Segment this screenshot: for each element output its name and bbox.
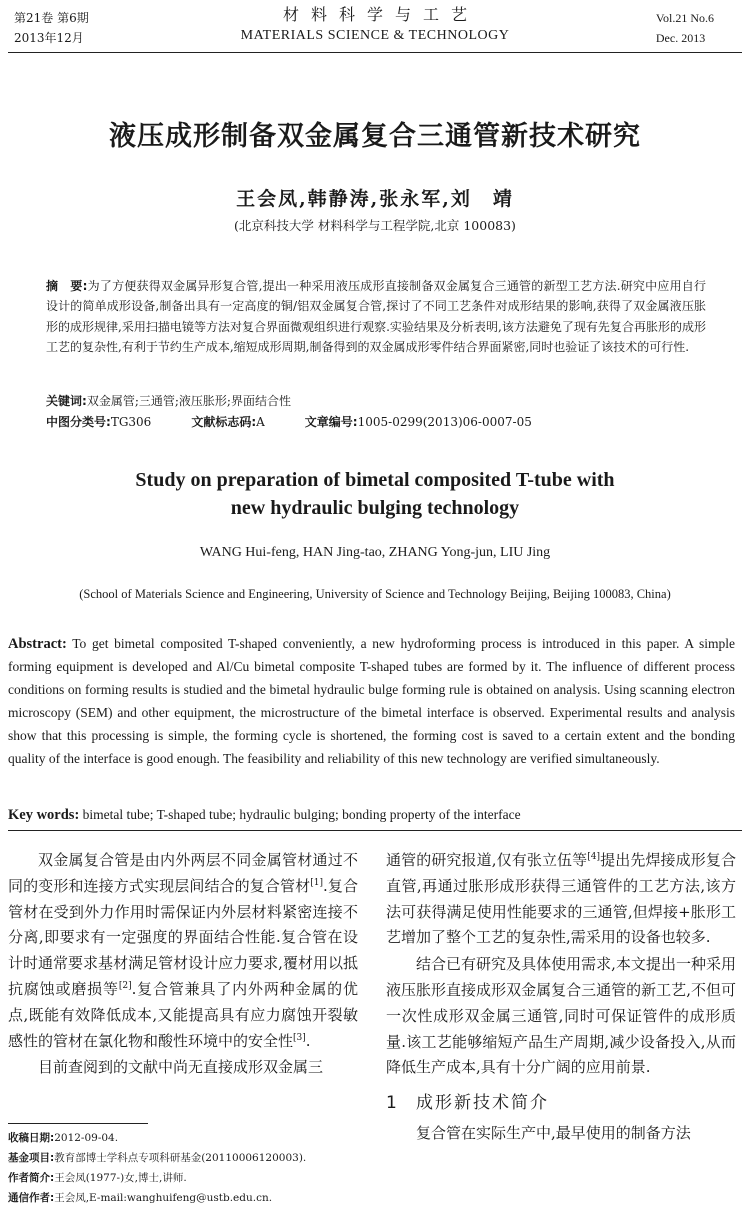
- issue-date-cn: 2013年12月: [14, 31, 84, 45]
- footnote-fund: [8, 1148, 368, 1168]
- article-number-label: 文章编号:: [304, 415, 358, 429]
- keywords-cn-label: 关键词:: [46, 394, 87, 408]
- abstract-cn-text: 为了方便获得双金属异形复合管,提出一种采用液压成形直接制备双金属复合三通管的新型工艺方法.研究中应用自行设计的简单成形设备,制备出具有一定高度的铜/铝双金属复合管,探讨了不同工艺条件对成形结果的影响,获得了双金属液压胀形的成形规律,采用扫描电镜等方法对复合界面微观组织进行观察.实验结果及分析表明,该方法避免了现有先复合再胀形的成形工艺的复杂性,有利于节约生产成本,缩短成形周期,制备得到的双金属成形零件结合界面紧密,同时也验证了该技术的可行性.: [46, 279, 706, 355]
- paper-title-en: [0, 466, 750, 522]
- header-divider: [8, 52, 742, 53]
- body-text: 通管的研究报道,仅有张立伍等: [386, 851, 588, 869]
- footnote-corresponding: [8, 1188, 368, 1208]
- body-column-left: [8, 848, 358, 1081]
- body-text: .: [305, 1031, 311, 1050]
- journal-name: [0, 4, 750, 46]
- body-text: .复合管兼具了内外两种金属的优点,既能有效降低成本,又能提高具有应力腐蚀开裂敏感性的管材在氯化物和酸性环境中的安全性: [8, 979, 358, 1050]
- footnote-value: 王会凤(1977-)女,博士,讲师.: [54, 1172, 187, 1184]
- body-paragraph: [386, 848, 736, 951]
- keywords-cn-text: 双金属管;三通管;液压胀形;界面结合性: [86, 394, 291, 408]
- clc-value: TG306: [110, 415, 152, 429]
- keywords-en-label: Key words:: [8, 807, 80, 823]
- body-divider: [8, 830, 742, 831]
- citation-ref[interactable]: [4]: [587, 852, 601, 862]
- journal-name-cn: 材料科学与工艺: [282, 5, 479, 24]
- citation-ref[interactable]: [2]: [118, 980, 132, 991]
- running-header: [0, 0, 750, 52]
- abstract-en-text: To get bimetal composited T-shaped conveniently, a new hydroforming process is introduced in this paper. A simple forming equipment is developed and Al/Cu bimetal composite T-shaped tubes are formed by it. The influence of different process conditions on forming results is studied and the bimetal hydraulic bulge forming rule is obtained on analysis. Using scanning electron microscopy (SEM) and other equipment, the microstructure of the bimetal interface is observed. Experimental results and analysis show that this processing is simple, the forming cycle is shortened, the forming cost is saved to a certain extent and the bonding quality of the interface is good enough. The feasibility and reliability of this new technology are verified simultaneously.: [8, 636, 736, 766]
- footnote-received: [8, 1128, 368, 1148]
- body-paragraph: 结合已有研究及具体使用需求,本文提出一种采用液压胀形直接成形双金属复合三通管的新工艺,不但可一次性成形双金属三通管,同时可保证管件的成形质量.该工艺能够缩短产品生产周期,减少设备投入,从而降低生产成本,具有十分广阔的应用前景.: [386, 955, 736, 1077]
- keywords-cn: [46, 392, 706, 410]
- citation-ref[interactable]: [1]: [310, 877, 323, 888]
- body-paragraph: 复合管在实际生产中,最早使用的制备方法: [416, 1124, 691, 1143]
- body-paragraph: [8, 848, 358, 1054]
- affiliation-en: (School of Materials Science and Engineering, University of Science and Technology Beijing, Beijing 100083, China): [79, 587, 671, 601]
- affiliation-cn: (北京科技大学 材料科学与工程学院,北京 100083): [234, 218, 516, 233]
- paper-title-en-line2: new hydraulic bulging technology: [230, 497, 520, 519]
- abstract-cn-label: 摘 要:: [46, 279, 88, 293]
- footnote-value: 教育部博士学科点专项科研基金(20110006120003).: [54, 1152, 307, 1164]
- footnote-value: 2012-09-04.: [54, 1132, 119, 1144]
- paper-title-en-line1: Study on preparation of bimetal composited T-tube with: [135, 469, 615, 491]
- authors-en: WANG Hui-feng, HAN Jing-tao, ZHANG Yong-jun, LIU Jing: [199, 545, 551, 560]
- doc-code-value: A: [256, 415, 265, 429]
- classification-row: [46, 413, 532, 431]
- section-heading: [386, 1091, 736, 1115]
- body-text: .复合管材在受到外力作用时需保证内外层材料紧密连接不分离,即要求有一定强度的界面结合性能.复合管在设计时通常要求基材满足管材设计应力要求,覆材用以抵抗腐蚀或磨损等: [8, 876, 358, 998]
- footnote-author: [8, 1168, 368, 1188]
- abstract-en: [8, 633, 735, 770]
- body-paragraph: 目前查阅到的文献中尚无直接成形双金属三: [38, 1058, 324, 1077]
- footnote-label: 通信作者:: [8, 1192, 55, 1204]
- section-number: 1: [386, 1093, 399, 1114]
- volume-issue-cn: 第21卷 第6期: [14, 11, 89, 25]
- paper-title-cn: 液压成形制备双金属复合三通管新技术研究: [109, 121, 641, 152]
- footnotes: [8, 1128, 368, 1208]
- clc-label: 中图分类号:: [46, 415, 111, 429]
- abstract-en-label: Abstract:: [8, 636, 67, 652]
- footnote-label: 收稿日期:: [8, 1132, 55, 1144]
- footnote-label: 基金项目:: [8, 1152, 55, 1164]
- section-title: 成形新技术简介: [416, 1093, 549, 1114]
- keywords-en-text: bimetal tube; T-shaped tube; hydraulic bulging; bonding property of the interface: [82, 807, 521, 822]
- issue-date-en: Dec. 2013: [655, 31, 706, 45]
- body-text: 提出先焊接成形复合直管,再通过胀形成形获得三通管件的工艺方法,该方法可获得满足使用性能要求的三通管,但焊接+胀形工艺增加了整个工艺的复杂性,需采用的设备也较多.: [386, 851, 736, 947]
- body-column-right: [386, 848, 736, 1147]
- citation-ref[interactable]: [3]: [293, 1032, 306, 1043]
- abstract-cn: [46, 276, 706, 358]
- volume-number-en: Vol.21 No.6: [655, 11, 714, 25]
- authors-cn: 王会凤,韩静涛,张永军,刘 靖: [236, 188, 514, 210]
- doc-code-label: 文献标志码:: [191, 415, 257, 429]
- body-text: 双金属复合管是由内外两层不同金属管材通过不同的变形和连接方式实现层间结合的复合管材: [8, 851, 358, 895]
- footnote-value[interactable]: 王会凤,E-mail:wanghuifeng@ustb.edu.cn.: [54, 1192, 273, 1204]
- footnote-divider: [8, 1123, 148, 1124]
- article-number-value: 1005-0299(2013)06-0007-05: [357, 415, 532, 429]
- journal-name-en: MATERIALS SCIENCE & TECHNOLOGY: [240, 28, 510, 43]
- volume-issue-en: [656, 8, 714, 48]
- footnote-label: 作者简介:: [8, 1172, 55, 1184]
- keywords-en: [8, 805, 735, 825]
